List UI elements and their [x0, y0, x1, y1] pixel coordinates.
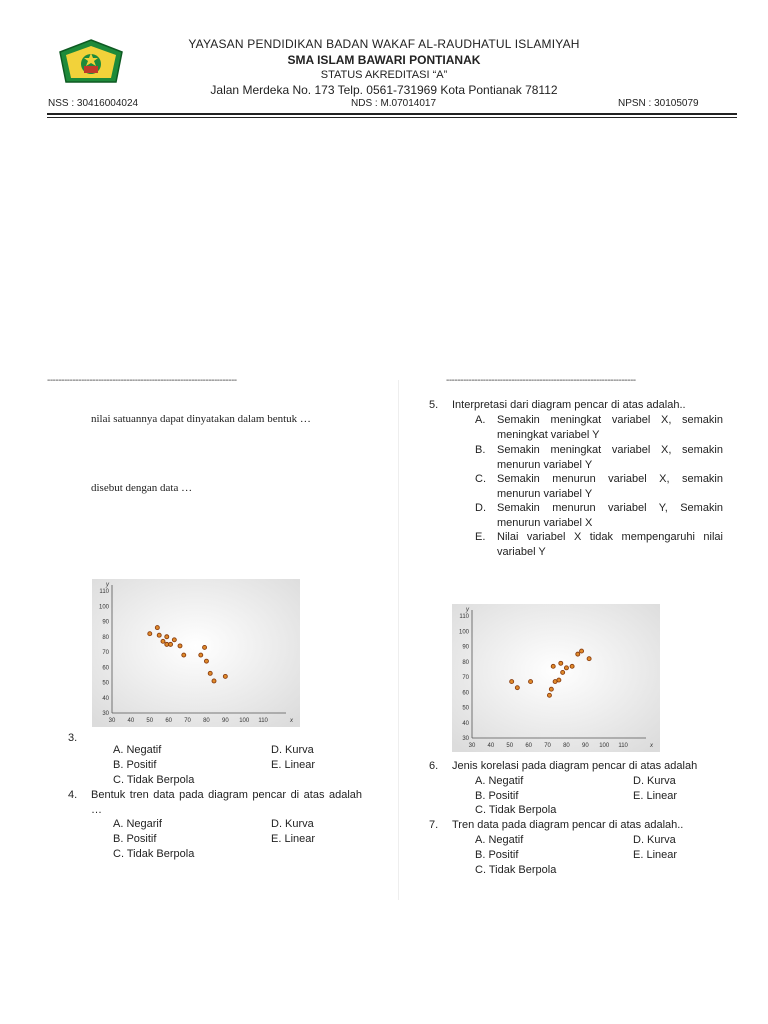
q3-option-e[interactable]: E. Linear [271, 759, 316, 771]
q7-option-b[interactable]: B. Positif [475, 849, 519, 861]
x-tick-label: 100 [239, 718, 250, 724]
q6-option-a[interactable]: A. Negatif [475, 775, 524, 787]
q6-option-b[interactable]: B. Positif [475, 790, 519, 802]
scatter-point [148, 632, 152, 636]
question-fragment-2: disebut dengan data … [91, 482, 193, 494]
scatter-point [587, 657, 591, 661]
x-axis-label: x [290, 718, 293, 724]
npsn-number: NPSN : 30105079 [618, 98, 699, 109]
x-tick-label: 90 [581, 743, 589, 749]
scatter-point [223, 674, 227, 678]
scatter-point [570, 664, 574, 668]
x-tick-label: 50 [506, 743, 514, 749]
scatter-point [580, 649, 584, 653]
q4-option-a[interactable]: A. Negarif [113, 818, 162, 830]
q7-number: 7. [429, 819, 439, 831]
q7-option-c[interactable]: C. Tidak Berpola [475, 864, 557, 876]
scatter-point [515, 686, 519, 690]
y-tick-label: 40 [102, 695, 109, 702]
scatter-point [155, 626, 159, 630]
q3-number: 3. [68, 732, 78, 744]
x-tick-label: 80 [563, 743, 570, 749]
scatter-plot-positive [452, 604, 660, 752]
q7-option-d[interactable]: D. Kurva [633, 834, 676, 846]
y-axis-label: y [466, 607, 469, 613]
q5-option-c-label: C. [475, 473, 486, 485]
x-tick-label: 40 [127, 718, 135, 724]
q3-option-d[interactable]: D. Kurva [271, 744, 314, 756]
x-tick-label: 110 [258, 718, 268, 724]
x-tick-label: 100 [599, 743, 610, 749]
school-address: Jalan Merdeka No. 173 Telp. 0561-731969 Kota Pontianak 78112 [210, 83, 558, 97]
q6-option-d[interactable]: D. Kurva [633, 775, 676, 787]
scatter-point [547, 693, 551, 697]
q5-option-d[interactable]: Semakin menurun variabel Y, Semakin menurun variabel X [497, 502, 723, 529]
scatter-point [172, 638, 176, 642]
scatter-point [557, 678, 561, 682]
scatter-point [203, 645, 207, 649]
y-tick-label: 50 [102, 680, 109, 687]
scatter-point [157, 633, 161, 637]
x-tick-label: 40 [487, 743, 495, 749]
scatter-point [510, 680, 514, 684]
x-tick-label: 80 [203, 718, 210, 724]
scatter-point [182, 653, 186, 657]
y-tick-label: 50 [462, 705, 469, 712]
q5-option-a-label: A. [475, 414, 486, 426]
q5-option-b-label: B. [475, 444, 486, 456]
scatter-point [549, 687, 553, 691]
scatter-point [161, 639, 165, 643]
x-axis-label: x [650, 743, 653, 749]
plot-background [452, 604, 660, 752]
scatter-plot-negative [92, 579, 300, 727]
q5-option-e-label: E. [475, 531, 486, 543]
scatter-point [208, 671, 212, 675]
y-tick-label: 110 [459, 614, 469, 620]
plot-background [92, 579, 300, 727]
nss-number: NSS : 30416004024 [48, 98, 139, 109]
scatter-point [165, 635, 169, 639]
q7-option-e[interactable]: E. Linear [633, 849, 678, 861]
x-tick-label: 60 [165, 718, 173, 724]
column-divider [398, 380, 399, 900]
q5-text: Interpretasi dari diagram pencar di atas adalah.. [452, 399, 686, 411]
q7-text: Tren data pada diagram pencar di atas adalah.. [452, 819, 684, 831]
q4-option-d[interactable]: D. Kurva [271, 818, 314, 830]
q5-option-c[interactable]: Semakin menurun variabel X, semakin menurun variabel Y [497, 473, 723, 500]
scatter-point [561, 670, 565, 674]
q5-option-e[interactable]: Nilai variabel X tidak mempengaruhi nilai variabel Y [497, 531, 723, 558]
x-tick-label: 90 [221, 718, 229, 724]
x-tick-label: 60 [525, 743, 533, 749]
q3-option-a[interactable]: A. Negatif [113, 744, 162, 756]
q7-option-a[interactable]: A. Negatif [475, 834, 524, 846]
school-name: SMA ISLAM BAWARI PONTIANAK [287, 53, 481, 67]
scatter-point [529, 680, 533, 684]
x-tick-label: 110 [618, 743, 628, 749]
q6-text: Jenis korelasi pada diagram pencar di atas adalah [452, 760, 698, 772]
y-tick-label: 70 [102, 650, 109, 656]
accreditation-status: STATUS AKREDITASI “A” [320, 69, 448, 81]
foundation-name: YAYASAN PENDIDIKAN BADAN WAKAF AL-RAUDHATUL ISLAMIYAH [188, 37, 580, 51]
question-fragment-1: nilai satuannya dapat dinyatakan dalam bentuk … [91, 413, 311, 425]
y-tick-label: 60 [102, 665, 109, 672]
y-tick-label: 30 [462, 736, 469, 742]
q5-option-b[interactable]: Semakin meningkat variabel X, semakin menurun variabel Y [497, 444, 723, 471]
q4-option-e[interactable]: E. Linear [271, 833, 316, 845]
y-tick-label: 100 [98, 604, 109, 611]
q3-option-c[interactable]: C. Tidak Berpola [113, 774, 195, 786]
y-tick-label: 60 [462, 690, 469, 697]
q6-option-e[interactable]: E. Linear [633, 790, 678, 802]
y-tick-label: 80 [102, 634, 109, 641]
x-tick-label: 70 [544, 743, 551, 749]
q4-option-b[interactable]: B. Positif [113, 833, 157, 845]
scatter-point [204, 659, 208, 663]
scatter-point [576, 652, 580, 656]
scatter-point [551, 664, 555, 668]
x-tick-label: 30 [108, 718, 116, 724]
scatter-point [564, 666, 568, 670]
nds-number: NDS : M.07014017 [351, 98, 437, 109]
scatter-point [212, 679, 216, 683]
q6-option-c[interactable]: C. Tidak Berpola [475, 804, 557, 816]
y-tick-label: 40 [462, 720, 469, 727]
q5-option-a[interactable]: Semakin meningkat variabel X, semakin meningkat variabel Y [497, 414, 723, 441]
scatter-point [199, 653, 203, 657]
y-tick-label: 100 [458, 629, 469, 636]
x-tick-label: 30 [468, 743, 476, 749]
header-rule-thin [47, 117, 737, 118]
x-tick-label: 70 [184, 718, 191, 724]
y-tick-label: 90 [462, 644, 469, 651]
q6-number: 6. [429, 760, 439, 772]
left-dashed-divider: ------------------------------------------------------------------- [47, 375, 237, 386]
q4-number: 4. [68, 789, 78, 801]
scatter-point [169, 642, 173, 646]
q4-text: Bentuk tren data pada diagram pencar di atas adalah … [91, 789, 362, 816]
q5-number: 5. [429, 399, 439, 411]
right-dashed-divider: ------------------------------------------------------------------- [446, 375, 636, 386]
q4-option-c[interactable]: C. Tidak Berpola [113, 848, 195, 860]
y-tick-label: 30 [102, 711, 109, 717]
q5-option-d-label: D. [475, 502, 486, 514]
header-rule-thick [47, 113, 737, 115]
y-axis-label: y [106, 582, 109, 588]
x-tick-label: 50 [146, 718, 154, 724]
y-tick-label: 80 [462, 659, 469, 666]
y-tick-label: 90 [102, 619, 109, 626]
y-tick-label: 70 [462, 675, 469, 681]
q3-option-b[interactable]: B. Positif [113, 759, 157, 771]
scatter-point [559, 661, 563, 665]
y-tick-label: 110 [99, 589, 109, 595]
scatter-point [178, 644, 182, 648]
